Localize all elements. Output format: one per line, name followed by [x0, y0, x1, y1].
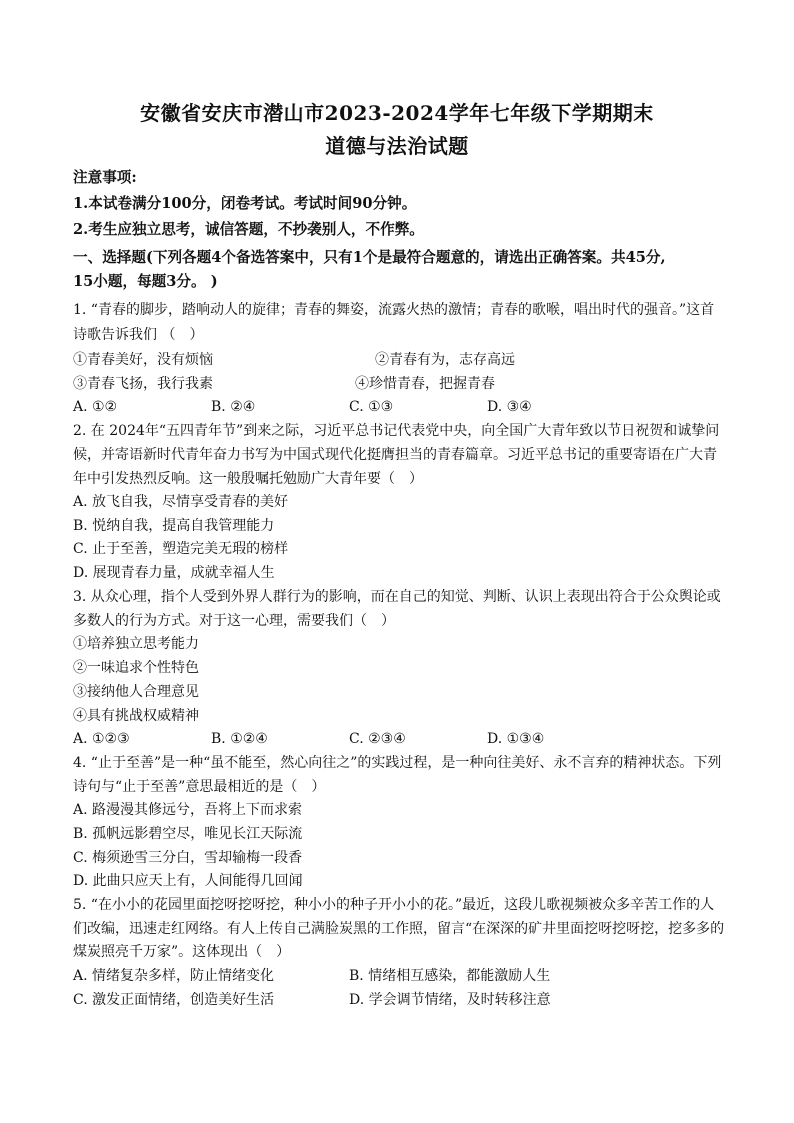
- option-d: D. ③④: [487, 399, 532, 415]
- question-3-options: [73, 729, 743, 749]
- option-c: C. 止于至善，塑造完美无瑕的榜样: [73, 541, 289, 557]
- option-a: A. 路漫漫其修远兮，吾将上下而求索: [73, 802, 303, 818]
- question-1-stem: 1. “青春的脚步，踏响动人的旋律；青春的舞姿，流露火热的激情；青春的歌喉，唱出时代的强音。”这首: [73, 302, 715, 318]
- option-c: C. 激发正面情绪，创造美好生活: [73, 992, 275, 1008]
- question-3-stem-cont: 多数人的行为方式。对于这一心理，需要我们（ ）: [73, 613, 395, 629]
- question-5-stem: 5. “在小小的花园里面挖呀挖呀挖，种小小的种子开小小的花。”最近，这段儿歌视频被众多辛苦工作的人: [73, 897, 715, 913]
- statement: ①青春美好，没有烦恼: [73, 352, 213, 368]
- note-item-2: 2.考生应独立思考，诚信答题，不抄袭别人，不作弊。: [73, 221, 424, 238]
- option-b: B. ①②④: [211, 731, 268, 747]
- option-d: D. 展现青春力量，成就幸福人生: [73, 565, 275, 581]
- section-instructions-line1: 一、选择题(下列各题4个备选答案中，只有1个是最符合题意的，请选出正确答案。共45分,: [73, 249, 666, 266]
- question-1-stem-cont: 诗歌告诉我们 （ ）: [73, 327, 204, 343]
- option-c: C. ②③④: [349, 731, 406, 747]
- option-c: C. ①③: [349, 399, 394, 415]
- option-a: A. ①②: [73, 399, 118, 415]
- question-2-stem-cont: 年中引发热烈反响。这一般殷嘱托勉励广大青年要（ ）: [73, 471, 423, 487]
- note-item-1: 1.本试卷满分100分，闭卷考试。考试时间90分钟。: [73, 195, 417, 212]
- statement: ④具有挑战权威精神: [73, 708, 199, 724]
- option-a: A. ①②③: [73, 731, 130, 747]
- section-instructions-line2: 15小题，每题3分。 ): [73, 273, 218, 290]
- exam-title: 安徽省安庆市潜山市2023-2024学年七年级下学期期末: [140, 101, 654, 125]
- question-2-stem-cont: 候，并寄语新时代青年奋力书写为中国式现代化挺膺担当的青春篇章。习近平总书记的重要寄语在广大青: [73, 447, 717, 463]
- question-5-stem-cont: 煤炭照亮千万家”。这体现出（ ）: [73, 944, 291, 960]
- statement: ③接纳他人合理意见: [73, 684, 199, 700]
- exam-subtitle: 道德与法治试题: [325, 134, 469, 158]
- statement: ④珍惜青春，把握青春: [355, 376, 495, 392]
- question-5-stem-cont: 们改编，迅速走红网络。有人上传自己满脸炭黑的工作照，留言“在深深的矿井里面挖呀挖呀挖，挖多多的: [73, 921, 725, 937]
- option-c: C. 梅须逊雪三分白，雪却输梅一段香: [73, 850, 303, 866]
- option-b: B. 悦纳自我，提高自我管理能力: [73, 518, 275, 534]
- question-4-stem: 4. “止于至善”是一种“虽不能至，然心向往之”的实践过程，是一种向往美好、永不言弃的精神状态。下列: [73, 755, 722, 771]
- option-b: B. 情绪相互感染，都能激励人生: [349, 968, 551, 984]
- option-a: A. 情绪复杂多样，防止情绪变化: [73, 968, 275, 984]
- statement: ②青春有为，志存高远: [375, 352, 515, 368]
- question-3-stem: 3. 从众心理，指个人受到外界人群行为的影响，而在自己的知觉、判断、认识上表现出符合于公众舆论或: [73, 589, 721, 605]
- question-2-stem: 2. 在 2024年“五四青年节”到来之际，习近平总书记代表党中央，向全国广大青年致以节日祝贺和诚挚问: [73, 423, 720, 439]
- question-1-statements-row2: [73, 374, 743, 394]
- question-5-options-row2: [73, 990, 743, 1010]
- statement: ①培养独立思考能力: [73, 636, 199, 652]
- question-4-stem-cont: 诗句与“止于至善”意思最相近的是（ ）: [73, 779, 326, 795]
- option-d: D. ①③④: [487, 731, 545, 747]
- statement: ③青春飞扬，我行我素: [73, 376, 213, 392]
- question-5-options-row1: [73, 966, 743, 986]
- option-d: D. 此曲只应天上有，人间能得几回闻: [73, 873, 303, 889]
- option-d: D. 学会调节情绪，及时转移注意: [349, 992, 551, 1008]
- option-b: B. 孤帆远影碧空尽，唯见长江天际流: [73, 826, 303, 842]
- option-a: A. 放飞自我，尽情享受青春的美好: [73, 494, 289, 510]
- notes-heading: 注意事项:: [73, 169, 137, 186]
- question-1-statements-row1: [73, 350, 743, 370]
- question-1-options: [73, 397, 743, 417]
- statement: ②一味追求个性特色: [73, 660, 199, 676]
- option-b: B. ②④: [211, 399, 256, 415]
